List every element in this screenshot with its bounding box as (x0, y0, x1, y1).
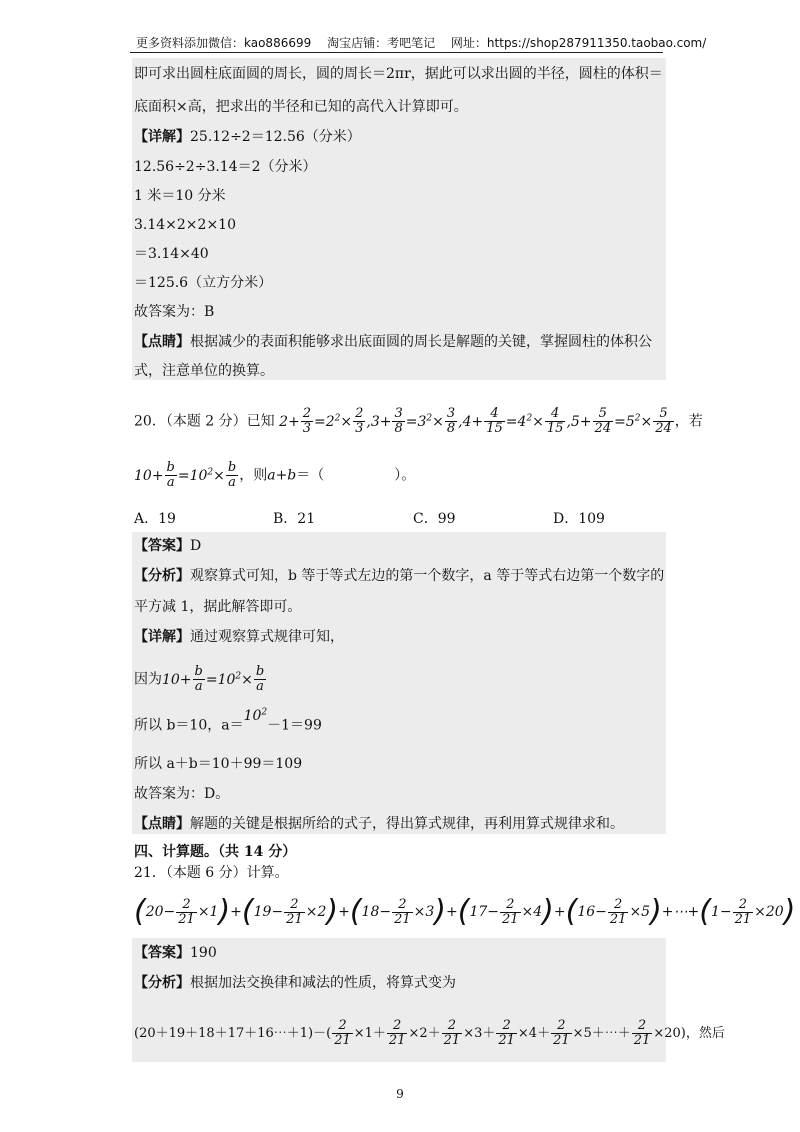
q20-option-c: C．99 (413, 511, 456, 527)
q20-analysis-1: 观察算式可知，b 等于等式左边的第一个数字，a 等于等式右边第一个数字的 (190, 568, 665, 584)
q20-minus-one: －1＝99 (267, 717, 322, 734)
q20-stem (134, 398, 703, 438)
q19-comment-1: 根据减少的表面积能够求出底面圆的周长是解题的关键，掌握圆柱的体积公 (190, 334, 652, 350)
q20-detail-equation: 10+ $\frac{b}{a}$ $=10^2\times$ $\frac{b}{a}$ (162, 664, 265, 695)
header-site: 网址：https://shop287911350.taobao.com/ (450, 36, 707, 50)
q19-detail-2: 12.56÷2÷3.14＝2（分米） (134, 159, 317, 175)
q20-option-d: D．109 (553, 511, 605, 527)
header-shop: 淘宝店铺：考吧笔记 (327, 36, 436, 50)
answer-tag: 【答案】 (134, 538, 190, 554)
q20-detail-1: 通过观察算式规律可知， (190, 629, 344, 645)
q19-detail (134, 127, 361, 147)
q19-detail-4: 3.14×2×2×10 (134, 217, 236, 233)
q20-known-equations: 2+ $\frac{2}{3}$ $=2^2\times$ $\frac{2}{3}$ ,3+ $\frac{3}{8}$ $=3^2\times$ $\frac{3}{8}$ ,4+ $\frac{4}{15}$ $=4^2\times$ $\frac{4}{15}$ ,5+ $\frac{5}{24}$ $=5^2\times$ $\frac{5}{24}$ (279, 406, 672, 437)
q20-stem-line2 (134, 452, 415, 492)
q20-option-a: A．19 (134, 511, 176, 527)
q20-known-end: ，若 (674, 413, 703, 430)
q20-then: ，则 (239, 467, 268, 484)
q21-analysis-2 (134, 1014, 725, 1054)
section-title: 四、计算题。（共 14 分） (134, 844, 297, 860)
q20-because: 因为 (134, 671, 162, 688)
q19-detail-1: 25.12÷2＝12.56（分米） (190, 129, 361, 145)
q20-number: 20．（本题 2 分）已知 (134, 413, 275, 430)
answer-tag: 【答案】 (134, 945, 190, 961)
q20-analysis-line1 (134, 566, 664, 586)
detail-tag: 【详解】 (134, 129, 190, 145)
page-number: 9 (396, 1087, 404, 1101)
q21-number: 21．（本题 6 分）计算。 (134, 865, 289, 881)
q20-detail-3 (134, 707, 322, 736)
q20-analysis-2: 平方减 1，据此解答即可。 (134, 599, 302, 615)
q20-answer: D (190, 538, 202, 554)
analysis-tag: 【分析】 (134, 568, 190, 584)
q21-expression: (20− $\frac{2}{21}$ ×1)+(19− $\frac{2}{21}$ ×2)+(18− $\frac{2}{21}$ ×3)+(17− $\frac{2}{21}$ ×4)+(16− $\frac{2}{21}$ ×5)+⋯+(1− $\frac{2}{21}$ ×20) (134, 894, 796, 929)
q20-comment-1: 解题的关键是根据所给的式子，得出算式规律，再利用算式规律求和。 (190, 816, 624, 832)
comment-tag: 【点睛】 (134, 816, 190, 832)
q20-ten-squared: $10^2$ (243, 707, 268, 724)
q20-comment (134, 814, 624, 834)
analysis-tag: 【分析】 (134, 975, 190, 991)
q19-answer: 故答案为：B (134, 304, 215, 320)
q21-analysis-1: 根据加法交换律和减法的性质，将算式变为 (190, 975, 456, 991)
q19-detail-5: ＝3.14×40 (134, 246, 209, 262)
q21-then: )，然后 (680, 1026, 725, 1041)
q20-detail-line1 (134, 627, 344, 647)
q21-answer-line (134, 943, 217, 963)
q21-sum-part: (20＋19＋18＋17＋16⋯＋1)－( (134, 1026, 332, 1041)
q21-answer: 190 (190, 945, 217, 961)
q19-text-line1: 即可求出圆柱底面圆的周长，圆的周长＝2πr，据此可以求出圆的半径，圆柱的体积＝ (134, 66, 663, 82)
q19-detail-3: 1 米＝10 分米 (134, 188, 226, 204)
header-wechat: 更多资料添加微信：kao886699 (136, 36, 312, 50)
q21-analysis-line1 (134, 973, 456, 993)
comment-tag: 【点睛】 (134, 334, 190, 350)
page-header (130, 34, 707, 53)
q20-detail-4: 所以 a＋b＝10＋99＝109 (134, 756, 303, 772)
q20-so-b: 所以 b＝10，a＝ (134, 717, 244, 734)
q20-final-answer: 故答案为：D。 (134, 786, 230, 802)
q19-comment-2: 式，注意单位的换算。 (134, 363, 274, 379)
detail-tag: 【详解】 (134, 629, 190, 645)
q19-comment (134, 332, 652, 352)
q20-detail-2 (134, 658, 267, 694)
q20-answer-line (134, 536, 201, 556)
q19-detail-6: ＝125.6（立方分米） (134, 275, 273, 291)
q21-fraction-part: $\frac{2}{21}$ ×1＋ $\frac{2}{21}$ ×2＋ $\frac{2}{21}$ ×3＋ $\frac{2}{21}$ ×4＋ $\frac{2}{21}$ ×5＋⋯＋ $\frac{2}{21}$ ×20 (334, 1018, 681, 1048)
q20-target-equation: 10+ $\frac{b}{a}$ $=10^2\times$ $\frac{b}{a}$ (134, 460, 237, 491)
q19-text-line2: 底面积×高，把求出的半径和已知的高代入计算即可。 (134, 99, 468, 115)
q20-a-plus-b: a+b (267, 467, 297, 484)
q20-blank: ＝（ ）。 (296, 467, 416, 484)
q20-option-b: B．21 (273, 511, 316, 527)
